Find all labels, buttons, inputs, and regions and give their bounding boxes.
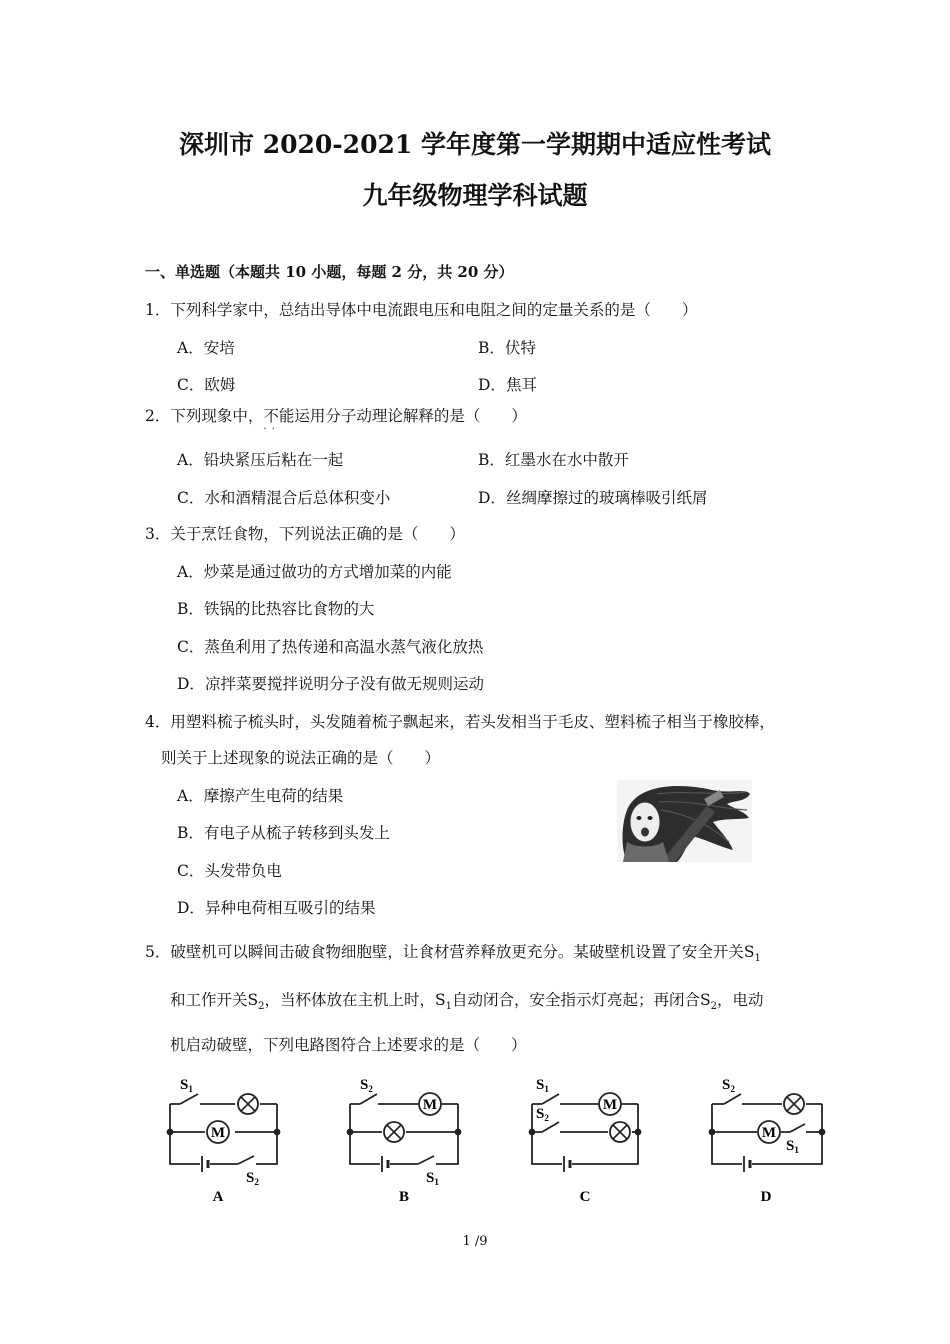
lamp-icon [784, 1094, 804, 1114]
label-s2: $S_2$ [360, 1077, 373, 1094]
question-4-stem-line2: 则关于上述现象的说法正确的是（ ） [161, 749, 441, 767]
question-5-stem-line1: 5．破壁机可以瞬间击破食物细胞壁，让食材营养释放更充分。某破壁机设置了安全开关$S_1$ [145, 943, 761, 964]
label-s1: $S_1$ [426, 1170, 439, 1187]
q3-option-a: A．炒菜是通过做功的方式增加菜的内能 [177, 563, 452, 581]
svg-text:M: M [422, 1097, 438, 1113]
circuit-diagrams [160, 1064, 840, 1209]
svg-text:M: M [602, 1097, 618, 1113]
exam-subtitle: 九年级物理学科试题 [362, 181, 588, 210]
q1-option-d: D．焦耳 [478, 376, 537, 394]
question-3-stem: 3．关于烹饪食物，下列说法正确的是（ ） [145, 525, 465, 543]
hair-comb-illustration [617, 780, 752, 862]
q2-option-d: D．丝绸摩擦过的玻璃棒吸引纸屑 [478, 489, 708, 507]
lamp-icon [238, 1094, 258, 1114]
label-s2: $S_2$ [536, 1106, 549, 1123]
q3-option-c: C．蒸鱼利用了热传递和高温水蒸气液化放热 [177, 638, 484, 656]
q1-option-a: A．安培 [177, 339, 235, 357]
circuit-d-label: D [760, 1189, 772, 1205]
svg-text:M: M [761, 1125, 777, 1141]
switch-s2: $S_2$ [700, 991, 718, 1012]
question-2-stem: 2．下列现象中，不能 ·· 运用分子动理论解释的是（ ） [145, 407, 527, 435]
q4-option-d: D．异种电荷相互吸引的结果 [177, 899, 376, 917]
q4-option-a: A．摩擦产生电荷的结果 [177, 787, 344, 805]
q3-option-b: B．铁锅的比热容比食物的大 [177, 600, 375, 618]
label-s1: $S_1$ [786, 1138, 799, 1155]
question-4-stem-line1: 4．用塑料梳子梳头时，头发随着梳子飘起来，若头发相当于毛皮、塑料梳子相当于橡胶棒， [145, 713, 775, 731]
lamp-icon [384, 1122, 404, 1142]
circuit-a-label: A [212, 1189, 224, 1205]
circuit-c-label: C [579, 1189, 591, 1205]
label-s1: $S_1$ [536, 1077, 549, 1094]
question-number: 1． [145, 301, 171, 319]
q4-option-b: B．有电子从梳子转移到头发上 [177, 824, 390, 842]
question-1-stem [145, 298, 697, 320]
section-heading: 一、单选题（本题共 10 小题，每题 2 分，共 20 分） [145, 263, 514, 281]
switch-s1: $S_1$ [743, 943, 761, 964]
emphasis-text: 不能 ·· [263, 407, 295, 435]
label-s2: $S_2$ [722, 1077, 735, 1094]
motor-label: M [210, 1125, 226, 1141]
exam-title: 深圳市 2020-2021 学年度第一学期期中适应性考试 [179, 130, 771, 159]
q3-option-d: D．凉拌菜要搅拌说明分子没有做无规则运动 [177, 675, 484, 693]
question-5-stem-line3: 机启动破壁，下列电路图符合上述要求的是（ ） [170, 1036, 527, 1054]
circuit-b-label: B [398, 1189, 410, 1205]
q2-option-b: B．红墨水在水中散开 [478, 451, 629, 469]
q4-option-c: C．头发带负电 [177, 862, 282, 880]
label-s1: $S_1$ [180, 1077, 193, 1094]
switch-s1: $S_1$ [435, 991, 453, 1012]
q2-option-c: C．水和酒精混合后总体积变小 [177, 489, 391, 507]
q2-option-a: A．铅块紧压后粘在一起 [177, 451, 344, 469]
switch-s2: $S_2$ [247, 991, 265, 1012]
lamp-icon [610, 1122, 630, 1142]
label-s2: $S_2$ [246, 1170, 259, 1187]
q1-option-b: B．伏特 [478, 339, 536, 357]
page-number: 1 /9 [462, 1234, 488, 1249]
question-text: 下列科学家中，总结出导体中电流跟电压和电阻之间的定量关系的是（ ） [170, 301, 698, 319]
q1-option-c: C．欧姆 [177, 376, 236, 394]
emphasis-dots: ·· [263, 424, 280, 435]
question-5-stem-line2: 和工作开关$S_2$，当杯体放在主机上时，$S_1$自动闭合，安全指示灯亮起；再闭合$S_2$，电动 [170, 991, 764, 1012]
